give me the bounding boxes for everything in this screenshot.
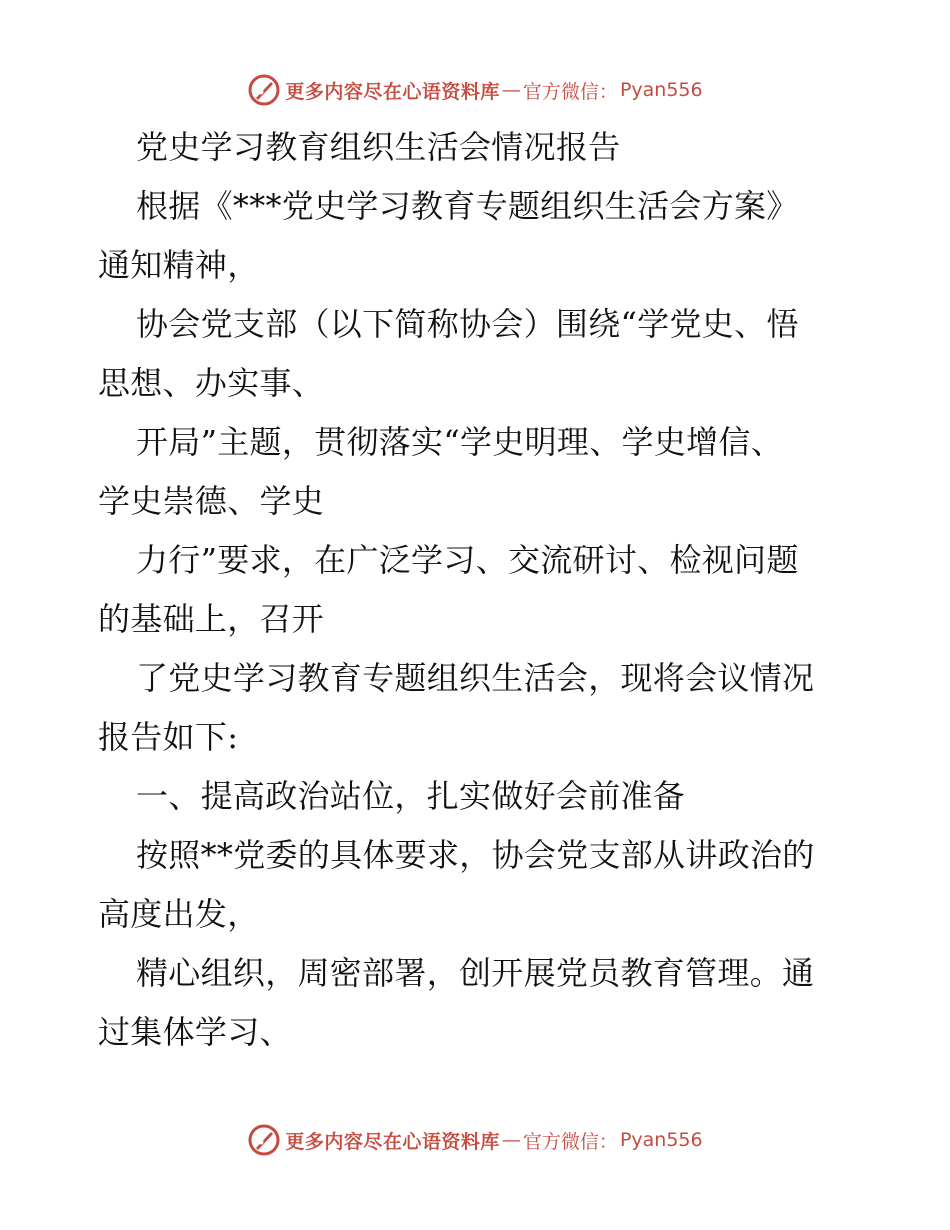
header-watermark bbox=[0, 70, 950, 110]
quill-logo-icon bbox=[247, 73, 281, 107]
paragraph: 了党史学习教育专题组织生活会，现将会议情况 报告如下: bbox=[98, 659, 815, 756]
paragraph: 力行”要求，在广泛学习、交流研讨、检视问题 的基础上，召开 bbox=[98, 541, 799, 638]
paragraph: 按照**党委的具体要求，协会党支部从讲政治的 高度出发， bbox=[98, 836, 815, 933]
watermark-separator: — bbox=[501, 79, 521, 101]
watermark-wechat-id: Pyan556 bbox=[619, 79, 703, 101]
paragraph: 根据《***党史学习教育专题组织生活会方案》 通知精神， bbox=[98, 187, 799, 284]
paragraph: 精心组织，周密部署，创开展党员教育管理。通 过集体学习、 bbox=[98, 954, 815, 1051]
watermark-sub-text: 官方微信： bbox=[522, 80, 618, 103]
document-body bbox=[98, 118, 858, 1062]
paragraph: 协会党支部（以下简称协会）围绕“学党史、悟 思想、办实事、 bbox=[98, 305, 799, 402]
watermark-sub-text: 官方微信： bbox=[522, 1130, 618, 1153]
document-title: 党史学习教育组织生活会情况报告 bbox=[136, 128, 621, 166]
watermark-main-text: 更多内容尽在心语资料库 bbox=[285, 1130, 500, 1153]
watermark-wechat-id: Pyan556 bbox=[619, 1129, 703, 1151]
quill-logo-icon bbox=[247, 1123, 281, 1157]
watermark-main-text: 更多内容尽在心语资料库 bbox=[285, 80, 500, 103]
footer-watermark bbox=[0, 1120, 950, 1160]
watermark-separator: — bbox=[501, 1129, 521, 1151]
section-heading: 一、提高政治站位，扎实做好会前准备 bbox=[136, 777, 686, 815]
paragraph: 开局”主题，贯彻落实“学史明理、学史增信、 学史崇德、学史 bbox=[98, 423, 784, 520]
